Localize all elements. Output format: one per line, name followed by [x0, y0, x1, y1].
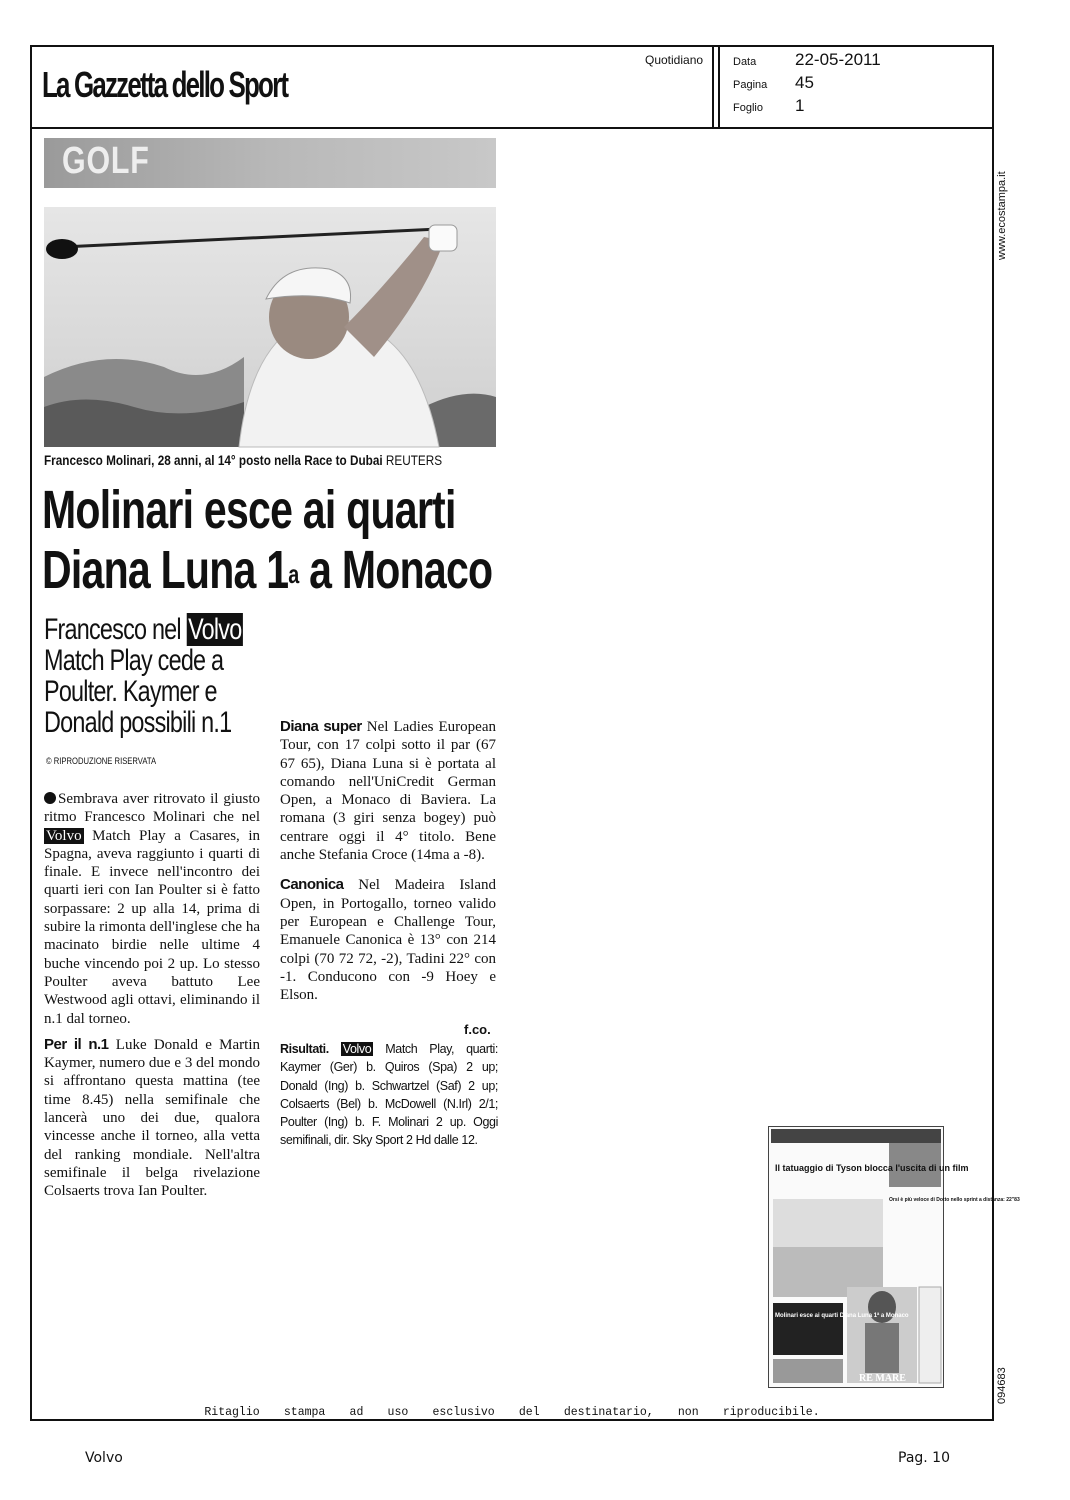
author-signature: f.co. [464, 1022, 491, 1037]
thumbnail-banner: RE MARE [859, 1373, 906, 1384]
section-band [44, 138, 496, 188]
page-label: Pagina [733, 79, 768, 91]
thumbnail-side-text: Orsi è più veloce di Dotto nello sprint a distanza: 22"83 [889, 1197, 1020, 1203]
headline-line-2: Diana Luna 1$^a$ a Monaco [42, 540, 493, 600]
date-label: Data [733, 56, 757, 68]
client-name: Volvo [85, 1450, 123, 1466]
page-value: 45 [795, 73, 814, 92]
highlight-volvo: Volvo [188, 613, 242, 646]
article-headline [42, 480, 492, 600]
headline-line-1: Molinari esce ai quarti [42, 480, 456, 540]
results-box: Risultati. Volvo Match Play, quarti: Kaymer (Ger) b. Quiros (Spa) 2 up; Donald (Ing) b. Schwartzel (Saf) 2 up; Colsaerts (Bel) b. McDowell (N.Irl) 2/1; Poulter (Ing) b. F. Molinari 2 up. Oggi semifinali, dir. Sky Sport 2 Hd dalle 12. [280, 1042, 499, 1148]
photo-credit: REUTERS [385, 452, 443, 468]
article-paragraph: Canonica Nel Madeira Island Open, in Portogallo, torneo valido per European e Challenge Tour, Emanuele Canonica è 13° con 214 colpi (70 72 72, -2), Tadini 22° con -1. Conducono con -9 Hoey e Elson. [280, 876, 496, 1004]
caption-text: Francesco Molinari, 28 anni, al 14° posto nella Race to Dubai [44, 452, 383, 468]
copyright-notice: © RIPRODUZIONE RISERVATA [46, 756, 157, 766]
newspaper-logo: La Gazzetta dello Sport [42, 64, 288, 105]
clipping-code: 094683 [996, 1367, 1008, 1404]
bullet-icon [44, 792, 56, 804]
highlight-volvo: Volvo [46, 827, 82, 844]
golfer-photo [44, 207, 496, 447]
source-url: www.ecostampa.it [996, 171, 1008, 260]
article-paragraph: Sembrava aver ritrovato il giusto ritmo Francesco Molinari che nel Volvo Match Play a Casares, in Spagna, aveva raggiunto i quarti di finale. E invece nell'incontro dei quarti ieri con Ian Poulter si è fatto sorpassare: 2 up alla 14, prima di subire la rimonta dell'inglese che ha macinato birdie nelle ultime 4 buche vincendo poi 2 up. Lo stesso Poulter aveva battuto Lee Westwood agli ottavi, eliminando il n.1 dal torneo. [44, 791, 260, 1027]
sheet-value: 1 [795, 96, 805, 115]
sheet-label: Foglio [733, 102, 763, 114]
page-number: Pag. 10 [898, 1450, 950, 1466]
photo-caption [44, 452, 443, 468]
header-divider [712, 45, 714, 129]
header-divider [718, 45, 720, 129]
thumbnail-headline-1: Il tatuaggio di Tyson blocca l'uscita di un film [775, 1163, 969, 1173]
date-value: 22-05-2011 [795, 50, 881, 69]
article-column-2 [280, 610, 496, 1004]
article-column-1 [44, 790, 260, 1201]
article-subhead: Francesco nel Volvo Match Play cede a Poulter. Kaymer e Donald possibili n.1 [44, 613, 242, 739]
thumbnail-headline-2: Molinari esce ai quarti Diana Luna 1ª a Monaco [775, 1313, 909, 1319]
highlight-volvo: Volvo [342, 1042, 372, 1056]
golfer-illustration [44, 207, 496, 447]
publication-type: Quotidiano [645, 53, 704, 67]
section-title: GOLF [62, 140, 150, 182]
article-paragraph: Diana super Nel Ladies European Tour, con 17 colpi sotto il par (67 67 65), Diana Luna si è portata al comando nell'UniCredit German Open, a Monaco di Baviera. La romana (3 giri senza bogey) può centrare oggi il 4° titolo. Bene anche Stefania Croce (14ma a -8). [280, 718, 496, 864]
article-paragraph: Per il n.1 Luke Donald e Martin Kaymer, numero due e 3 del mondo si affrontano questa mattina (tee time 8.45) nella semifinale che lancerà uno dei due, qualora vincesse anche il torneo, alla vetta del ranking mondiale. Nell'altra semifinale il belga rivelazione Colsaerts trova Ian Poulter. [44, 1035, 260, 1200]
clipping-disclaimer: Ritaglio stampa ad uso esclusivo del destinatario, non riproducibile. [204, 1405, 820, 1419]
